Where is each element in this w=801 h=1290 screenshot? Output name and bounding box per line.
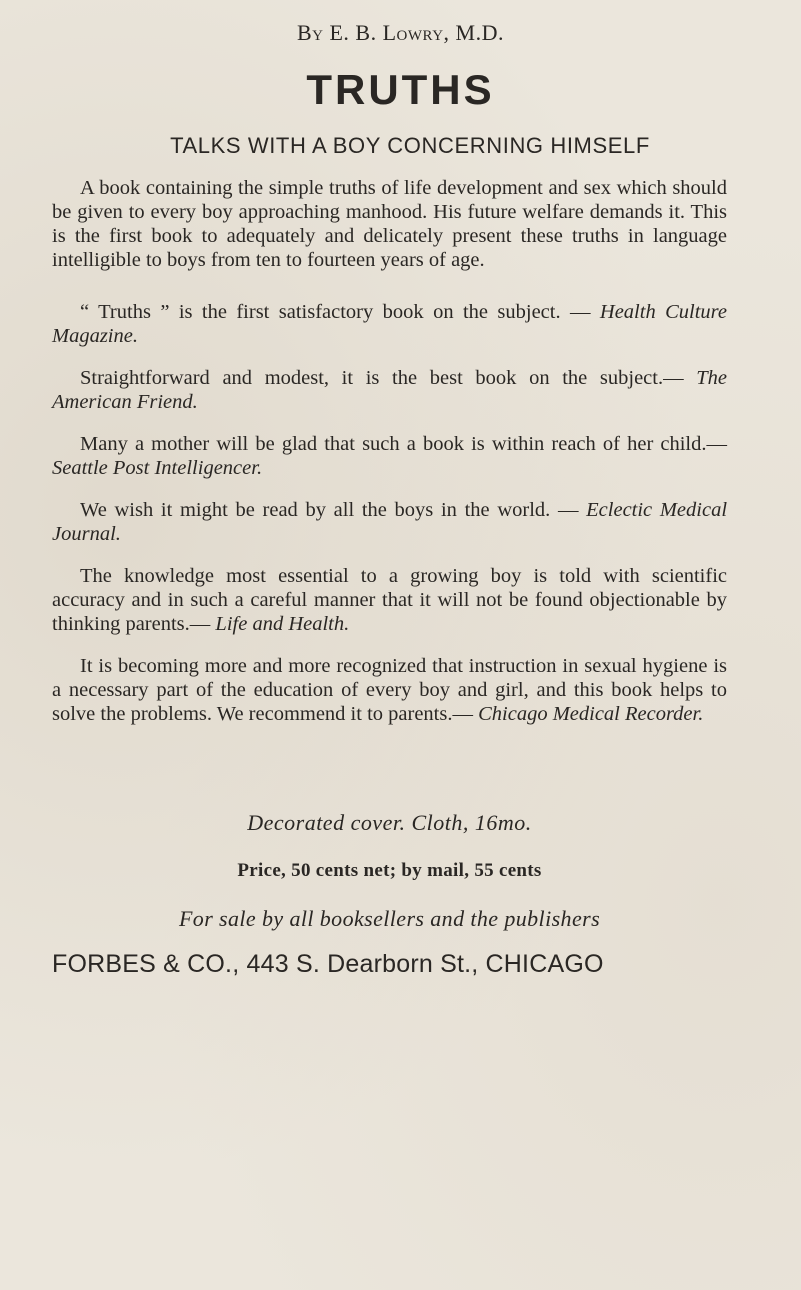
review-source: Seattle Post Intelligencer.: [52, 457, 263, 479]
review-text: Many a mother will be glad that such a book is within reach of her child.—: [80, 433, 727, 455]
review-text: “ Truths ” is the first satisfactory book on the subject. —: [80, 301, 591, 323]
body-text: [52, 176, 727, 744]
review-source: Life and Health.: [215, 613, 350, 635]
review-source: Chicago Medical Recorder.: [478, 703, 704, 725]
review-text: We wish it might be read by all the boys in the world. —: [80, 499, 579, 521]
review-3: [52, 432, 727, 480]
book-price: Price, 50 cents net; by mail, 55 cents: [237, 860, 542, 881]
book-format: Decorated cover. Cloth, 16mo.: [247, 810, 532, 835]
review-4: [52, 498, 727, 546]
review-text: The knowledge most essential to a growing boy is told with scientific accuracy and in such a careful manner that it will not be found objectionable by thinking parents.—: [52, 565, 727, 635]
review-text: Straightforward and modest, it is the best book on the subject.—: [80, 367, 684, 389]
review-source: Health Culture Magazine.: [52, 301, 727, 347]
sale-note: For sale by all booksellers and the publishers: [178, 906, 601, 931]
review-source: The American Friend.: [52, 367, 728, 413]
review-2: [52, 366, 727, 414]
book-title: TRUTHS: [306, 66, 495, 113]
book-description: A book containing the simple truths of life development and sex which should be given to every boy approaching manhood. His future welfare demands it. This is the first book to adequately and delicately present these truths in language intelligible to boys from ten to fourteen years of age.: [52, 177, 727, 271]
author-byline: By E. B. Lowry, M.D.: [296, 20, 504, 45]
review-1: [52, 300, 727, 348]
review-source: Eclectic Medical Journal.: [52, 499, 728, 545]
review-text: It is becoming more and more recognized that instruction in sexual hygiene is a necessary part of the education of every boy and girl, and this book helps to solve the problems. We recommend it to parents.—: [52, 655, 727, 725]
review-6: [52, 654, 727, 726]
book-subtitle: TALKS WITH A BOY CONCERNING HIMSELF: [170, 133, 650, 158]
review-5: [52, 564, 727, 636]
publisher-address: FORBES & CO., 443 S. Dearborn St., CHICAGO: [52, 950, 604, 978]
